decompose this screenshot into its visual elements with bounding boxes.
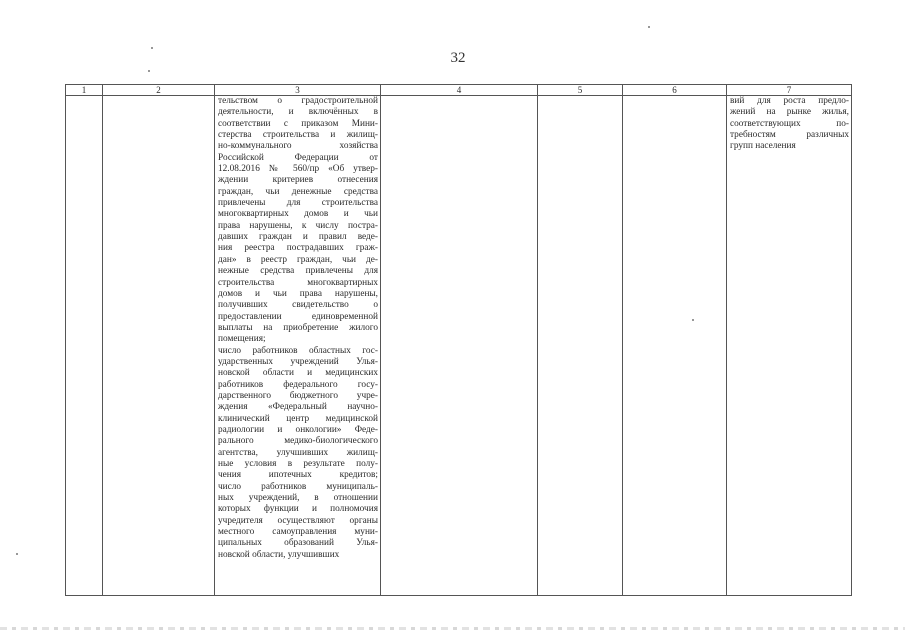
scan-speck (16, 553, 18, 555)
text-line: ных учреждений, в отношении (218, 493, 378, 504)
text-line: которых функции и полномочия (218, 504, 378, 515)
text-line: вий для роста предло- (730, 96, 849, 106)
text-line: давших граждан и правил веде- (218, 232, 378, 243)
text-line: требностям различных (730, 130, 849, 141)
text-line: дарственного бюджетного учре- (218, 390, 378, 401)
scan-speck (648, 26, 650, 28)
text-line: строительства многоквартирных (218, 277, 378, 288)
text-line: Российской Федерации от (218, 152, 378, 163)
text-line: учредителя осуществляют органы (218, 515, 378, 526)
text-line: радиологии и онкологии» Феде- (218, 424, 378, 435)
cell-col-1 (66, 96, 103, 596)
result-text (727, 96, 851, 153)
text-line: групп населения (730, 141, 796, 152)
text-line: ния реестра пострадавших граж- (218, 243, 378, 254)
text-line: ципальных образований Улья- (218, 538, 378, 549)
text-line: дан» в реестр граждан, чьи де- (218, 254, 378, 265)
column-header-3: 3 (215, 85, 381, 96)
program-table (65, 84, 852, 596)
text-line: 12.08.2016 № 560/пр «Об утвер- (218, 164, 378, 175)
text-line: многоквартирных домов и чьи (218, 209, 378, 220)
cell-col-5 (538, 96, 623, 596)
scan-speck (151, 47, 153, 49)
text-line: деятельности, и включённых в (218, 107, 378, 118)
text-line: получивших свидетельство о (218, 300, 378, 311)
scan-speck (148, 70, 150, 72)
text-line: агентства, улучшивших жилищ- (218, 447, 378, 458)
text-line: нежные средства привлечены для (218, 266, 378, 277)
text-line: число работников областных гос- (218, 345, 378, 356)
indicator-text (215, 96, 380, 561)
cell-col-2 (103, 96, 215, 596)
column-header-1: 1 (66, 85, 103, 96)
column-header-4: 4 (381, 85, 538, 96)
cell-col-3 (215, 96, 381, 596)
text-line: местного самоуправления муни- (218, 527, 378, 538)
text-line: привлечены для строительства (218, 198, 378, 209)
column-header-5: 5 (538, 85, 623, 96)
column-header-2: 2 (103, 85, 215, 96)
column-header-6: 6 (623, 85, 727, 96)
table-row (66, 96, 852, 596)
text-line: ные условия в результате полу- (218, 459, 378, 469)
text-line: соответствующих по- (730, 118, 849, 129)
text-line: жений на рынке жилья, (730, 107, 849, 118)
page-number: 32 (450, 50, 466, 66)
text-line: новской области, улучшивших (218, 549, 340, 560)
text-line: выплаты на приобретение жилого (218, 322, 378, 333)
scan-speck (692, 319, 694, 321)
text-line: клинический центр медицинской (218, 413, 378, 424)
text-line: права нарушены, к числу постра- (218, 220, 378, 231)
column-header-7: 7 (727, 85, 852, 96)
scan-edge (0, 627, 905, 630)
text-line: новской области и медицинских (218, 368, 378, 379)
text-line: соответствии с приказом Мини- (218, 118, 378, 129)
text-line: граждан, чьи денежные средства (218, 186, 378, 197)
cell-col-7 (727, 96, 852, 596)
text-line: работников федерального госу- (218, 379, 378, 390)
text-line: предоставлении единовременной (218, 311, 378, 322)
cell-col-4 (381, 96, 538, 596)
text-line: тельством о градостроительной (218, 96, 378, 106)
text-line: чения ипотечных кредитов; (218, 470, 378, 481)
text-line: ждении критериев отнесения (218, 175, 378, 186)
text-line: число работников муниципаль- (218, 481, 378, 492)
header-row (66, 85, 852, 96)
cell-col-6 (623, 96, 727, 596)
text-line: помещения; (218, 334, 266, 345)
text-line: ударственных учреждений Улья- (218, 356, 378, 367)
text-line: стерства строительства и жилищ- (218, 130, 378, 141)
text-line: рального медико-биологического (218, 436, 378, 447)
text-line: ждения «Федеральный научно- (218, 402, 378, 413)
text-line: домов и чьи права нарушены, (218, 288, 378, 299)
text-line: но-коммунального хозяйства (218, 141, 378, 152)
